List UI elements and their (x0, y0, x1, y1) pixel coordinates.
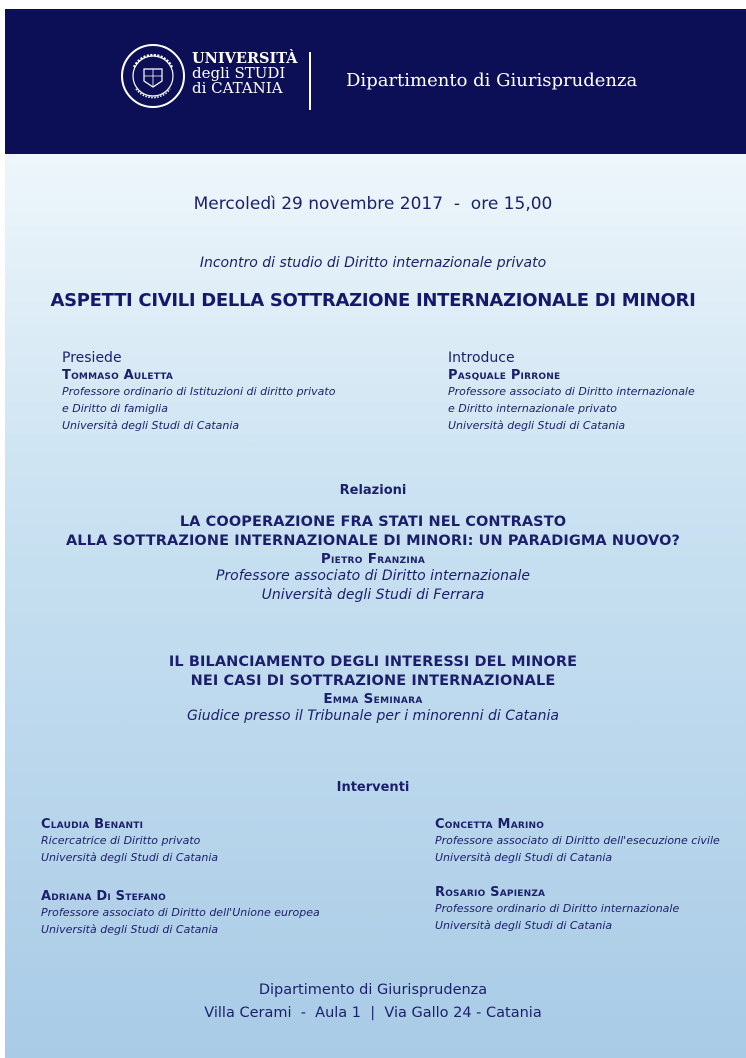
intro-info-2: e Diritto internazionale privato (448, 402, 618, 415)
chair-name: Tommaso Auletta (62, 368, 174, 383)
talk-2-title-1: IL BILANCIAMENTO DEGLI INTERESSI DEL MINORE (168, 654, 578, 670)
intervento-4-info-2: Università degli Studi di Catania (435, 919, 613, 932)
intervento-3 (41, 889, 320, 938)
intervento-1 (41, 817, 218, 866)
intro-block (448, 350, 695, 434)
venue-department: Dipartimento di Giurisprudenza (258, 982, 488, 998)
interventi-heading: Interventi (336, 780, 410, 795)
intervento-2-info-1: Professore associato di Diritto dell'esecuzione civile (435, 834, 720, 847)
talk-1-speaker: Pietro Franzina (320, 551, 426, 567)
talk-2 (0, 653, 746, 726)
event-subtitle: Incontro di studio di Diritto internazionale privato (199, 255, 547, 271)
talk-1-title-1: LA COOPERAZIONE FRA STATI NEL CONTRASTO (179, 514, 567, 530)
intervento-4-info-1: Professore ordinario di Diritto internazionale (435, 902, 680, 915)
intro-info-1: Professore associato di Diritto internazionale (448, 385, 695, 398)
talk-2-info-1: Giudice presso il Tribunale per i minorenni di Catania (187, 708, 559, 724)
talk-2-speaker: Emma Seminara (323, 691, 423, 707)
talk-1-info-2: Università degli Studi di Ferrara (261, 587, 485, 603)
event-title: ASPETTI CIVILI DELLA SOTTRAZIONE INTERNAZIONALE DI MINORI (50, 290, 696, 311)
intervento-3-info-2: Università degli Studi di Catania (41, 923, 219, 936)
chair-block (62, 350, 335, 434)
chair-info-3: Università degli Studi di Catania (62, 419, 240, 432)
intervento-1-name: Claudia Benanti (41, 817, 144, 832)
intro-info-3: Università degli Studi di Catania (448, 419, 626, 432)
relazioni-heading: Relazioni (339, 483, 407, 498)
intro-name: Pasquale Pirrone (448, 368, 561, 383)
intervento-3-info-1: Professore associato di Diritto dell'Unione europea (41, 906, 320, 919)
intervento-2-name: Concetta Marino (435, 817, 545, 832)
intervento-4 (435, 885, 679, 934)
intervento-1-info-1: Ricercatrice di Diritto privato (41, 834, 201, 847)
chair-info-1: Professore ordinario di Istituzioni di diritto privato (62, 385, 336, 398)
talk-2-title-2: NEI CASI DI SOTTRAZIONE INTERNAZIONALE (190, 673, 556, 689)
talk-1-title-2: ALLA SOTTRAZIONE INTERNAZIONALE DI MINORI: UN PARADIGMA NUOVO? (65, 533, 681, 549)
chair-role: Presiede (62, 350, 122, 366)
intervento-4-name: Rosario Sapienza (435, 885, 546, 900)
event-date: Mercoledì 29 novembre 2017 - ore 15,00 (193, 194, 553, 214)
intervento-2-info-2: Università degli Studi di Catania (435, 851, 613, 864)
department-title: Dipartimento di Giurisprudenza (346, 70, 638, 91)
university-name: UNIVERSITÀ degli STUDI di CATANIA (192, 50, 298, 97)
intervento-3-name: Adriana Di Stefano (41, 889, 166, 904)
venue-footer (0, 979, 746, 1025)
intervento-1-info-2: Università degli Studi di Catania (41, 851, 219, 864)
header-divider (309, 52, 311, 110)
talk-1-info-1: Professore associato di Diritto internazionale (215, 568, 531, 584)
intervento-2 (435, 817, 720, 866)
venue-address: Villa Cerami - Aula 1 | Via Gallo 24 - Catania (204, 1005, 542, 1021)
intro-role: Introduce (448, 350, 515, 366)
talk-1 (0, 513, 746, 605)
chair-info-2: e Diritto di famiglia (62, 402, 168, 415)
university-seal-logo (120, 43, 186, 109)
